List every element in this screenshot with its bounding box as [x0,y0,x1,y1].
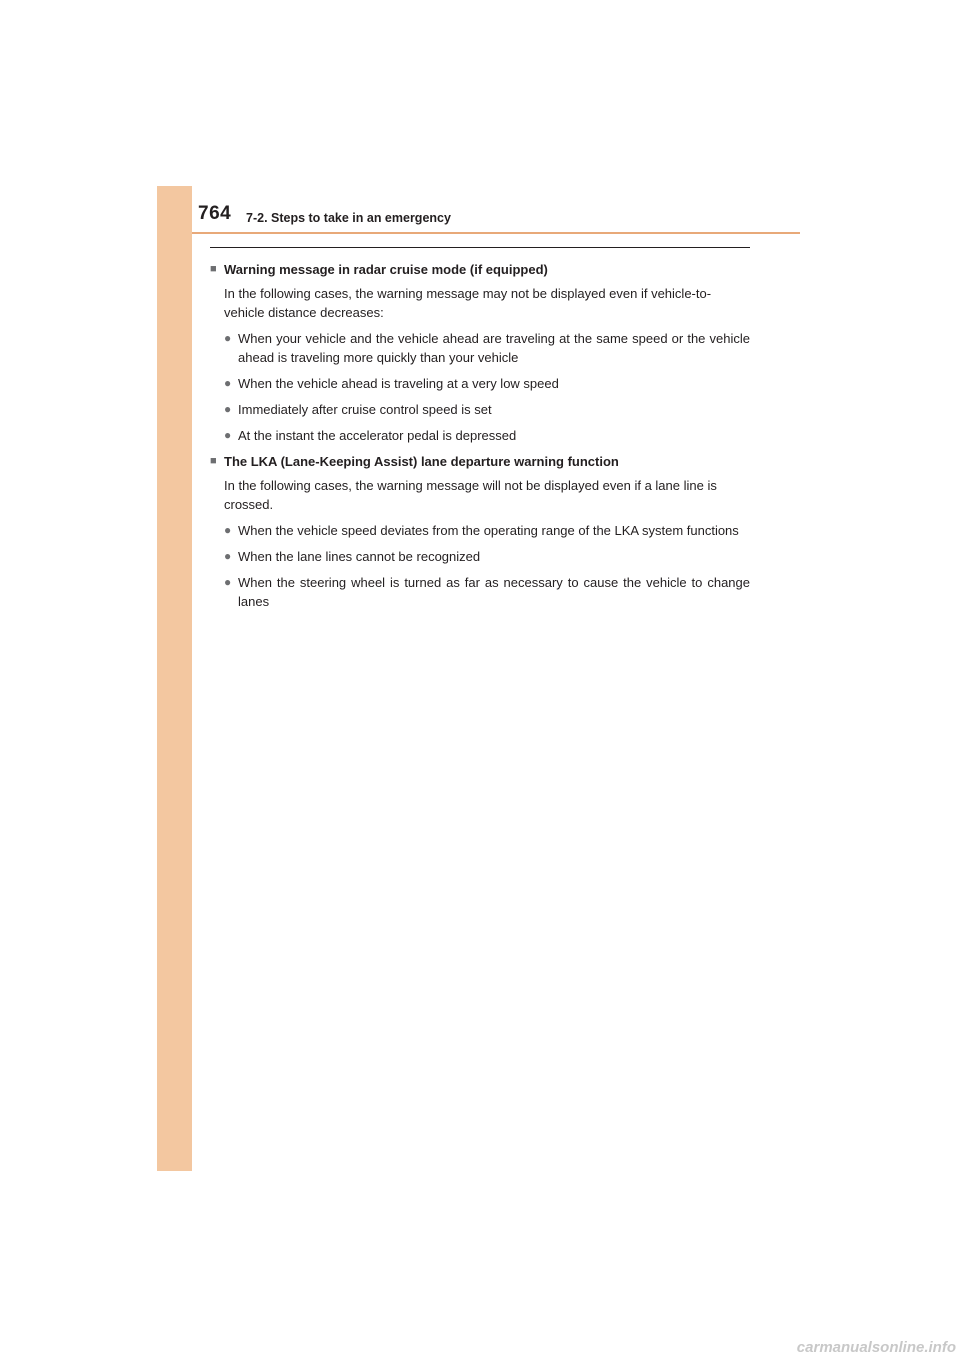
list-item-text: When the vehicle ahead is traveling at a very low speed [238,376,559,391]
list-item [210,400,750,420]
page-number: 764 [198,203,232,224]
section-heading-text: Warning message in radar cruise mode (if equipped) [224,262,548,277]
section-title: 7-2. Steps to take in an emergency [246,211,451,225]
watermark: carmanualsonline.info [718,1338,960,1358]
list-item-text: When the steering wheel is turned as far as necessary to cause the vehicle to change lanes [238,574,750,609]
list-item [210,573,750,612]
section-intro: In the following cases, the warning message will not be displayed even if a lane line is crossed. [224,477,717,512]
bullet-list [210,329,750,446]
square-bullet-icon: ■ [210,263,217,275]
section-intro: In the following cases, the warning message may not be displayed even if vehicle-to-vehicle distance decreases: [224,285,712,320]
page-content [210,260,750,618]
list-item [210,329,750,368]
list-item [210,374,750,394]
side-tab-strip [157,186,192,1171]
section-lka-warning [210,452,750,612]
dot-bullet-icon: ● [224,548,232,563]
section-heading [210,452,750,472]
list-item-text: At the instant the accelerator pedal is depressed [238,428,517,443]
section-radar-cruise-warning [210,260,750,446]
bullet-list [210,521,750,612]
dot-bullet-icon: ● [224,330,232,345]
list-item [210,547,750,567]
header-divider [192,232,800,234]
section-heading-text: The LKA (Lane-Keeping Assist) lane departure warning function [224,454,619,469]
list-item-text: When your vehicle and the vehicle ahead are traveling at the same speed or the vehicle ahead is traveling more quickly than your vehicle [238,330,750,365]
content-divider [210,247,750,248]
square-bullet-icon: ■ [210,455,217,467]
list-item-text: When the vehicle speed deviates from the operating range of the LKA system functions [238,522,739,538]
list-item-text: Immediately after cruise control speed is set [238,402,492,417]
section-heading [210,260,750,280]
dot-bullet-icon: ● [224,376,232,390]
list-item [210,521,750,541]
dot-bullet-icon: ● [224,522,232,537]
dot-bullet-icon: ● [224,402,232,416]
list-item-text: When the lane lines cannot be recognized [238,548,481,564]
dot-bullet-icon: ● [224,574,232,589]
dot-bullet-icon: ● [224,428,232,442]
list-item [210,426,750,446]
